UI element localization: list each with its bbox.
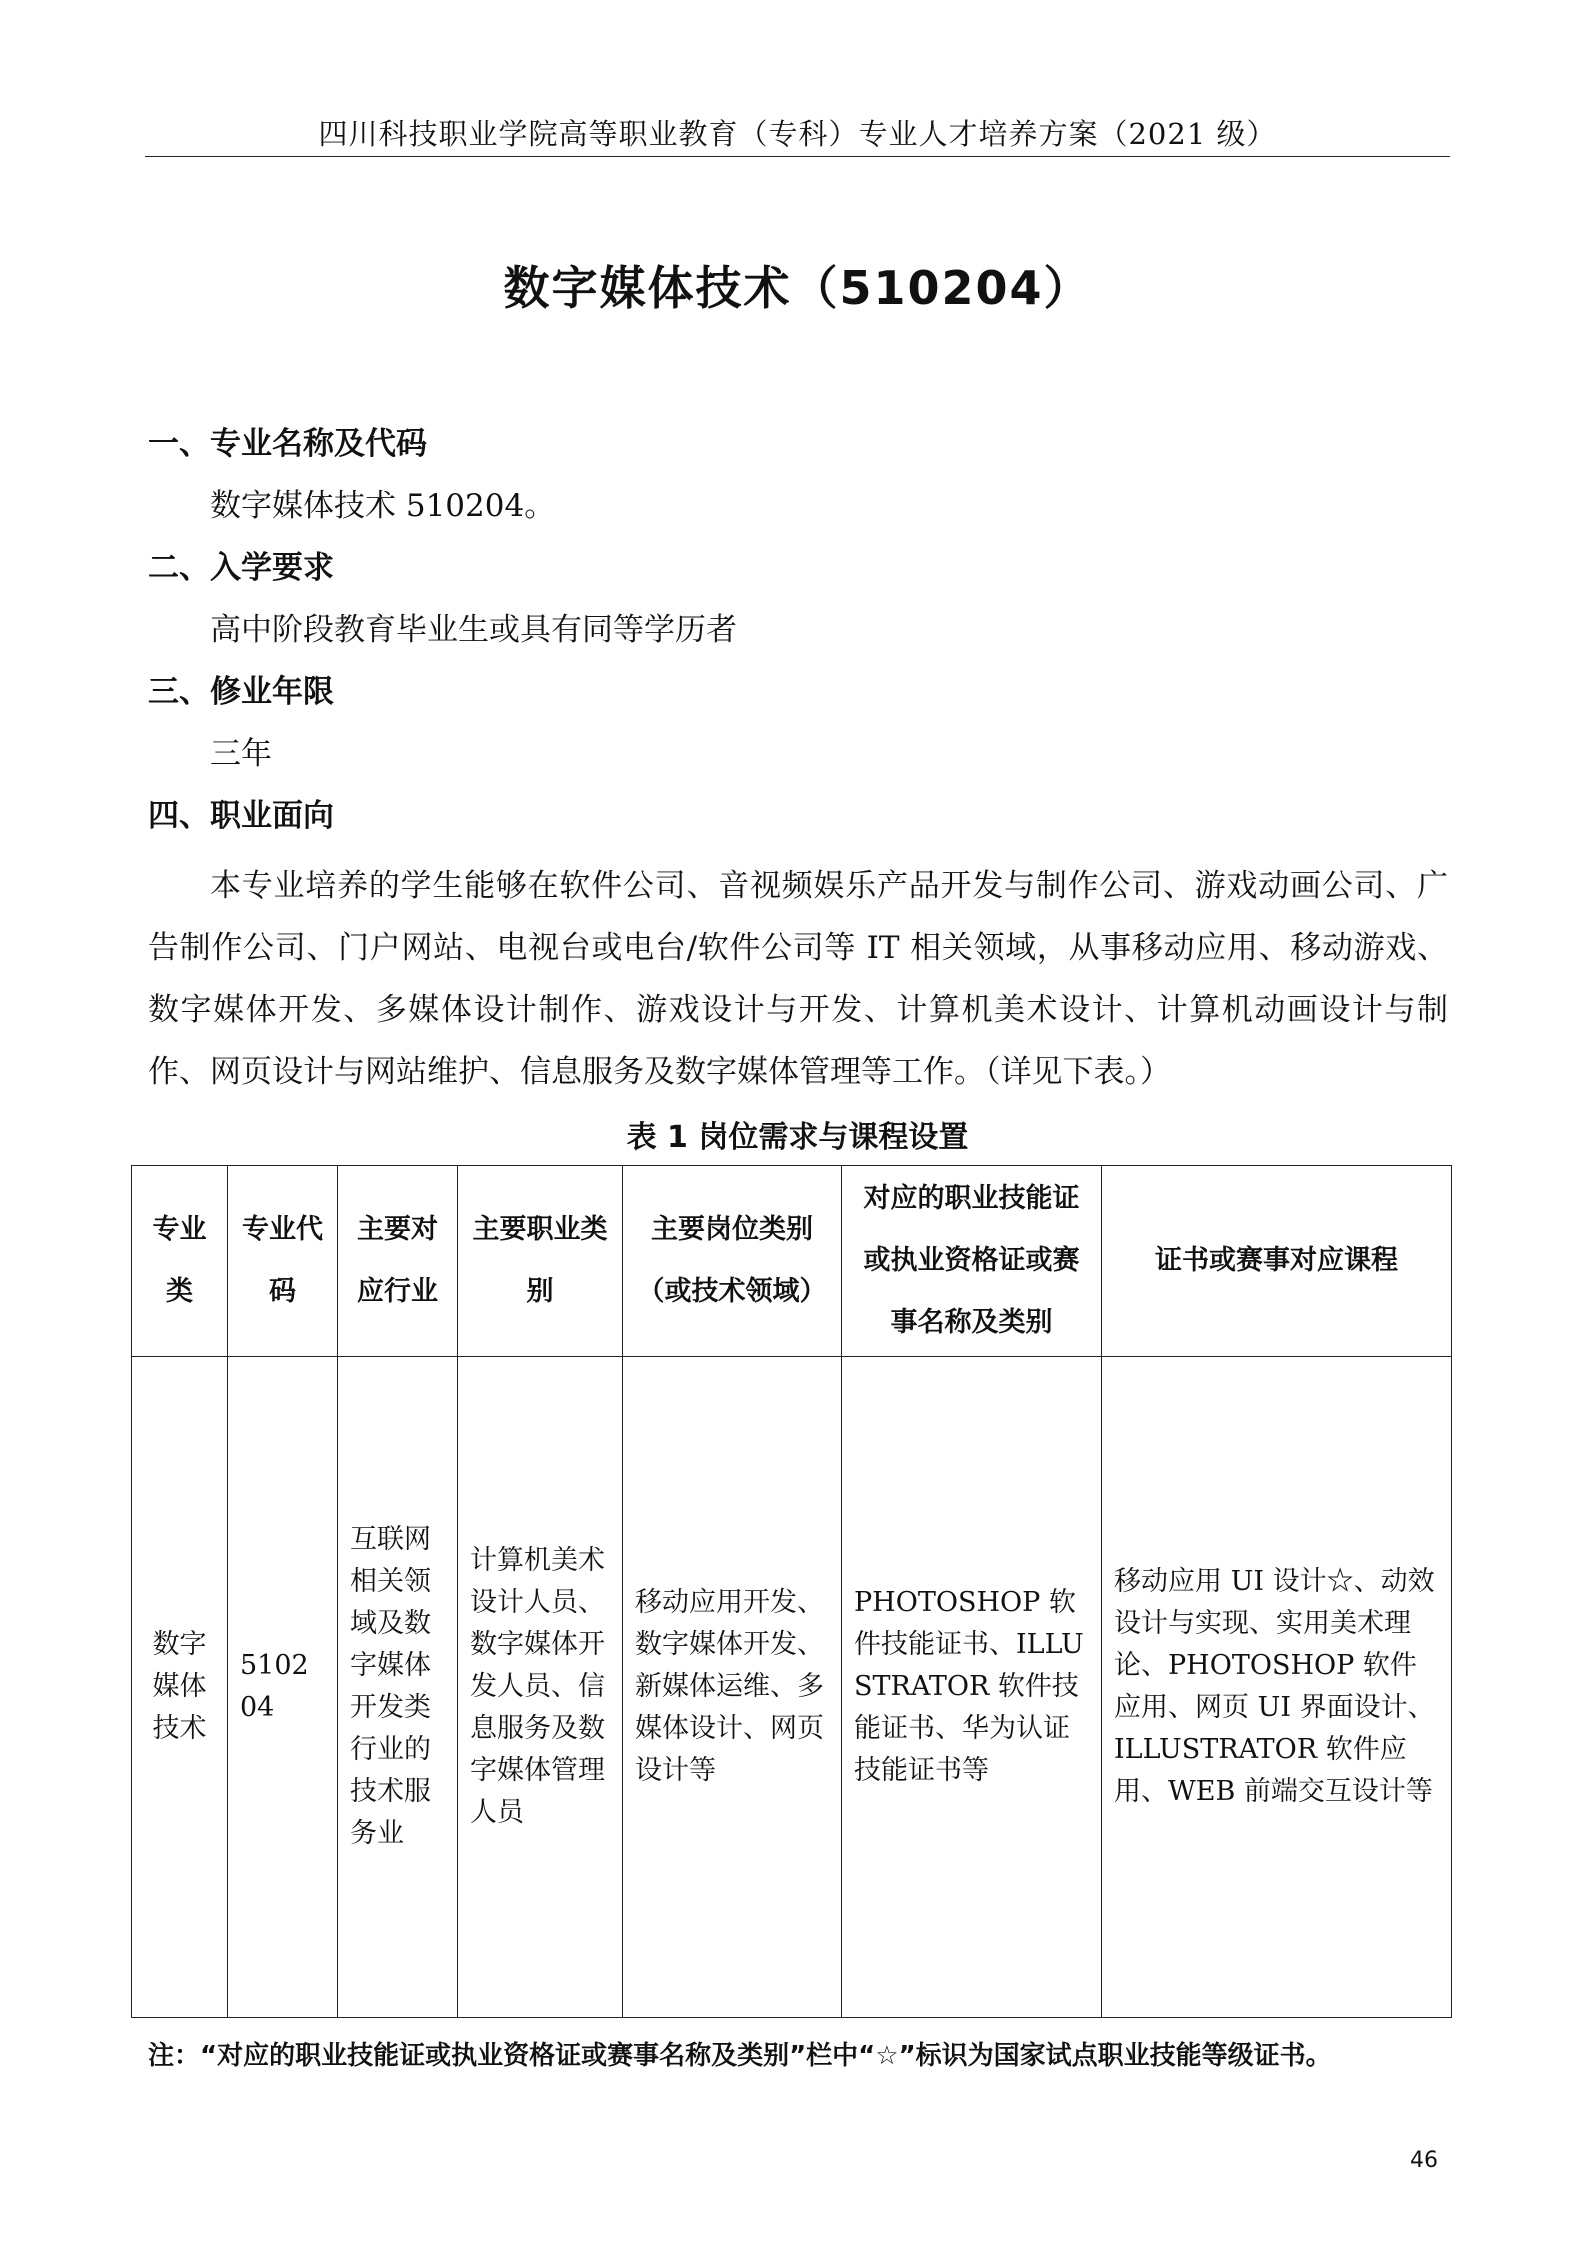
header-position: 主要岗位类别（或技术领域） [623, 1166, 842, 1357]
header-major-code: 专业代码 [228, 1166, 338, 1357]
section-heading-3: 三、修业年限 [148, 674, 334, 710]
document-title: 数字媒体技术（510204） [503, 261, 1092, 315]
header-industry: 主要对应行业 [338, 1166, 458, 1357]
section-body-4: 本专业培养的学生能够在软件公司、音视频娱乐产品开发与制作公司、游戏动画公司、广告制作公司、门户网站、电视台或电台/软件公司等 IT 相关领域，从事移动应用、移动游戏、数字媒体开发、多媒体设计制作、游戏设计与开发、计算机美术设计、计算机动画设计与制作、网页设计与网站维护、信息服务及数字媒体管理等工作。（详见下表。） [148, 868, 1448, 1090]
table-footnote: 注：“对应的职业技能证或执业资格证或赛事名称及类别”栏中“☆”标识为国家试点职业技能等级证书。 [148, 2041, 1332, 2071]
header-certificate: 对应的职业技能证或执业资格证或赛事名称及类别 [842, 1166, 1102, 1357]
running-header: 四川科技职业学院高等职业教育（专科）专业人才培养方案（2021 级） [318, 117, 1277, 151]
section-body-1: 数字媒体技术 510204。 [210, 488, 556, 524]
page-number: 46 [1410, 2148, 1438, 2173]
cell-occupation: 计算机美术设计人员、数字媒体开发人员、信息服务及数字媒体管理人员 [458, 1357, 623, 2018]
table-row [132, 1357, 1452, 2018]
cell-major-category: 数字媒体技术 [132, 1357, 228, 2018]
section-heading-2: 二、入学要求 [148, 550, 334, 586]
section-heading-1: 一、专业名称及代码 [148, 426, 427, 462]
section-body-3: 三年 [210, 736, 272, 772]
header-rule [145, 156, 1450, 157]
section-heading-4: 四、职业面向 [148, 798, 334, 834]
job-course-table [131, 1165, 1452, 2018]
cell-position: 移动应用开发、数字媒体开发、新媒体运维、多媒体设计、网页设计等 [623, 1357, 842, 2018]
table-caption: 表 1 岗位需求与课程设置 [626, 1120, 969, 1155]
table-header-row [132, 1166, 1452, 1357]
section-body-2: 高中阶段教育毕业生或具有同等学历者 [210, 612, 737, 648]
header-major-category: 专业类 [132, 1166, 228, 1357]
header-course: 证书或赛事对应课程 [1102, 1166, 1452, 1357]
cell-course: 移动应用 UI 设计☆、动效设计与实现、实用美术理论、PHOTOSHOP 软件应用、网页 UI 界面设计、ILLUSTRATOR 软件应用、WEB 前端交互设计等 [1102, 1357, 1452, 2018]
cell-major-code: 510204 [228, 1357, 338, 2018]
cell-certificate: PHOTOSHOP 软件技能证书、ILLUSTRATOR 软件技能证书、华为认证技能证书等 [842, 1357, 1102, 2018]
header-occupation: 主要职业类别 [458, 1166, 623, 1357]
cell-industry: 互联网相关领域及数字媒体开发类行业的技术服务业 [338, 1357, 458, 2018]
